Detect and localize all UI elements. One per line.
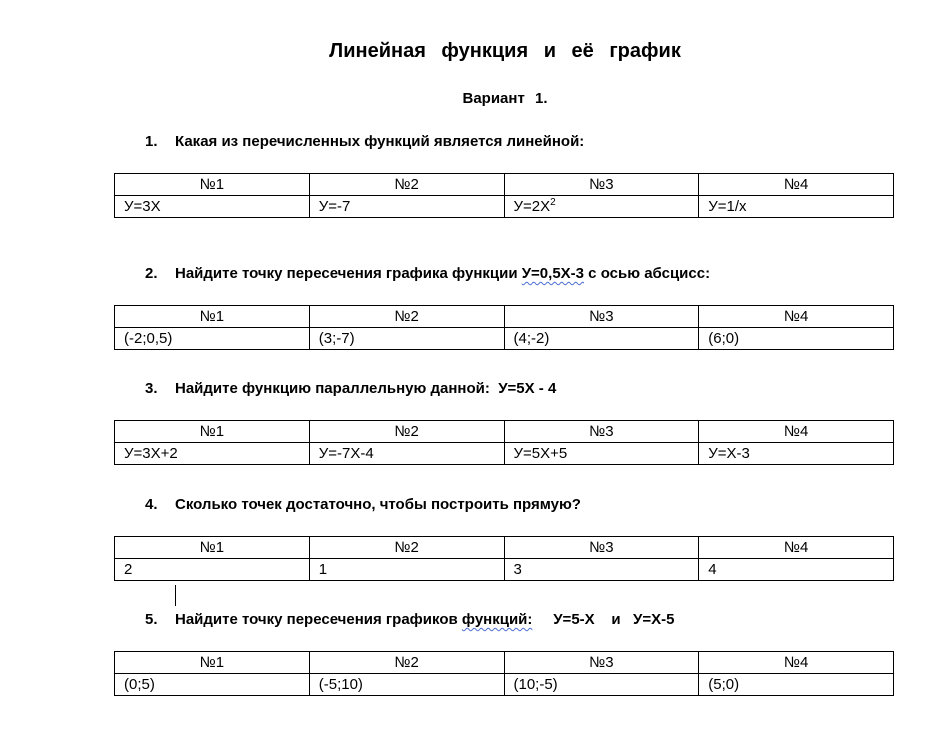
answers-table-1 xyxy=(114,173,894,218)
answer-cell-3 xyxy=(504,196,699,218)
answers-table-4 xyxy=(114,536,894,581)
answer-cell-3: У=5Х+5 xyxy=(504,443,699,465)
table-row xyxy=(115,443,894,465)
table-header-row xyxy=(115,306,894,328)
question-2-function: У=0,5Х-3 xyxy=(521,265,585,282)
question-5 xyxy=(145,611,675,628)
answer-3-base: У=2Х xyxy=(513,198,551,215)
header-cell-3: №3 xyxy=(504,306,699,328)
table-header-row xyxy=(115,421,894,443)
header-cell-1: №1 xyxy=(115,421,310,443)
question-1-number: 1. xyxy=(145,133,158,150)
header-cell-4: №4 xyxy=(699,306,894,328)
table-header-row xyxy=(115,652,894,674)
question-5-text-after: У=5-Х и У=Х-5 xyxy=(532,611,675,628)
document-title: Линейная функция и её график xyxy=(329,40,681,62)
header-cell-1: №1 xyxy=(115,306,310,328)
text-cursor xyxy=(175,585,176,606)
question-2 xyxy=(145,265,710,282)
table-row xyxy=(115,196,894,218)
question-1 xyxy=(145,133,584,150)
question-5-number: 5. xyxy=(145,611,158,628)
answer-cell-4: (5;0) xyxy=(699,674,894,696)
question-3 xyxy=(145,380,556,397)
table-row xyxy=(115,674,894,696)
table-row xyxy=(115,328,894,350)
header-cell-3: №3 xyxy=(504,421,699,443)
question-4 xyxy=(145,496,581,513)
header-cell-2: №2 xyxy=(309,537,504,559)
answer-cell-4: 4 xyxy=(699,559,894,581)
header-cell-4: №4 xyxy=(699,537,894,559)
question-4-text: Сколько точек достаточно, чтобы построить прямую? xyxy=(175,496,581,513)
answer-cell-2: У=-7 xyxy=(309,196,504,218)
answer-cell-4: (6;0) xyxy=(699,328,894,350)
header-cell-4: №4 xyxy=(699,174,894,196)
table-header-row xyxy=(115,537,894,559)
answer-cell-1: (0;5) xyxy=(115,674,310,696)
answer-cell-2: (-5;10) xyxy=(309,674,504,696)
question-4-number: 4. xyxy=(145,496,158,513)
question-5-squiggle-word: функций: xyxy=(461,611,533,628)
answer-cell-2: У=-7Х-4 xyxy=(309,443,504,465)
question-2-text-after: с осью абсцисс: xyxy=(584,265,711,282)
header-cell-2: №2 xyxy=(309,306,504,328)
question-2-text-before: Найдите точку пересечения графика функции xyxy=(175,265,522,282)
question-5-text-before: Найдите точку пересечения графиков xyxy=(175,611,462,628)
table-row xyxy=(115,559,894,581)
question-3-text: Найдите функцию параллельную данной: У=5Х - 4 xyxy=(175,380,557,397)
answer-cell-1: (-2;0,5) xyxy=(115,328,310,350)
header-cell-1: №1 xyxy=(115,652,310,674)
header-cell-1: №1 xyxy=(115,537,310,559)
answer-cell-4: У=Х-3 xyxy=(699,443,894,465)
answers-table-3 xyxy=(114,420,894,465)
answers-table-5 xyxy=(114,651,894,696)
answer-cell-3: (10;-5) xyxy=(504,674,699,696)
header-cell-3: №3 xyxy=(504,174,699,196)
answer-cell-1: 2 xyxy=(115,559,310,581)
question-3-number: 3. xyxy=(145,380,158,397)
answer-cell-3: (4;-2) xyxy=(504,328,699,350)
answer-cell-1: У=3Х+2 xyxy=(115,443,310,465)
header-cell-4: №4 xyxy=(699,421,894,443)
answer-cell-3: 3 xyxy=(504,559,699,581)
question-1-text: Какая из перечисленных функций является линейной: xyxy=(175,133,585,150)
header-cell-4: №4 xyxy=(699,652,894,674)
answer-cell-2: 1 xyxy=(309,559,504,581)
variant-label: Вариант 1. xyxy=(462,90,548,107)
question-2-number: 2. xyxy=(145,265,158,282)
answers-table-2 xyxy=(114,305,894,350)
header-cell-3: №3 xyxy=(504,652,699,674)
header-cell-1: №1 xyxy=(115,174,310,196)
table-header-row xyxy=(115,174,894,196)
header-cell-2: №2 xyxy=(309,652,504,674)
answer-3-exponent: 2 xyxy=(550,197,556,208)
answer-cell-2: (3;-7) xyxy=(309,328,504,350)
header-cell-2: №2 xyxy=(309,174,504,196)
header-cell-2: №2 xyxy=(309,421,504,443)
header-cell-3: №3 xyxy=(504,537,699,559)
answer-cell-1: У=3Х xyxy=(115,196,310,218)
answer-cell-4: У=1/х xyxy=(699,196,894,218)
